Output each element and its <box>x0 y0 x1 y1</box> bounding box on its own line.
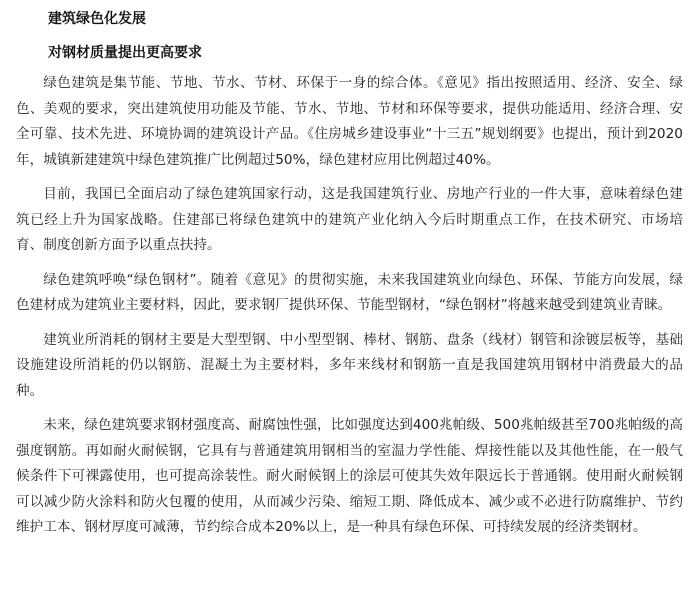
article-subtitle: 对钢材质量提出更高要求 <box>48 45 202 61</box>
paragraph-5: 未来，绿色建筑要求钢材强度高、耐腐蚀性强，比如强度达到400兆帕级、500兆帕级甚至700兆帕级的高强度钢筋。再如耐火耐候钢，它具有与普通建筑用钢相当的室温力学性能、焊接性能以及其他性能，在一般气候条件下可裸露使用，也可提高涂装性。耐火耐候钢上的涂层可使其失效年限远长于普通钢。使用耐火耐候钢可以减少防火涂料和防火包覆的使用，从而减少污染、缩短工期、降低成本、减少或不必进行防腐维护、节约维护工本、钢材厚度可减薄，节约综合成本20%以上，是一种具有绿色环保、可持续发展的经济类钢材。 <box>16 417 683 535</box>
paragraph-4: 建筑业所消耗的钢材主要是大型型钢、中小型型钢、棒材、钢筋、盘条（线材）钢管和涂镀层板等，基础设施建设所消耗的仍以钢筋、混凝土为主要材料，多年来线材和钢筋一直是我国建筑用钢材中消费最大的品种。 <box>16 331 683 399</box>
article-title: 建筑绿色化发展 <box>48 11 146 27</box>
paragraph-2: 目前，我国已全面启动了绿色建筑国家行动，这是我国建筑行业、房地产行业的一件大事，意味着绿色建筑已经上升为国家战略。住建部已将绿色建筑中的建筑产业化纳入今后时期重点工作，在技术研究、市场培育、制度创新方面予以重点扶持。 <box>16 186 683 253</box>
paragraph-3: 绿色建筑呼唤“绿色钢材”。随着《意见》的贯彻实施，未来我国建筑业向绿色、环保、节能方向发展，绿色建材成为建筑业主要材料，因此，要求钢厂提供环保、节能型钢材，“绿色钢材”将越来越受到建筑业青睐。 <box>16 271 683 313</box>
paragraph-1: 绿色建筑是集节能、节地、节水、节材、环保于一身的综合体。《意见》指出按照适用、经济、安全、绿色、美观的要求，突出建筑使用功能及节能、节水、节地、节材和环保等要求，提供功能适用、经济合理、安全可靠、技术先进、环境协调的建筑设计产品。《住房城乡建设事业“十三五”规划纲要》也提出，预计到2020年，城镇新建建筑中绿色建筑推广比例超过50%，绿色建材应用比例超过40%。 <box>16 75 683 168</box>
